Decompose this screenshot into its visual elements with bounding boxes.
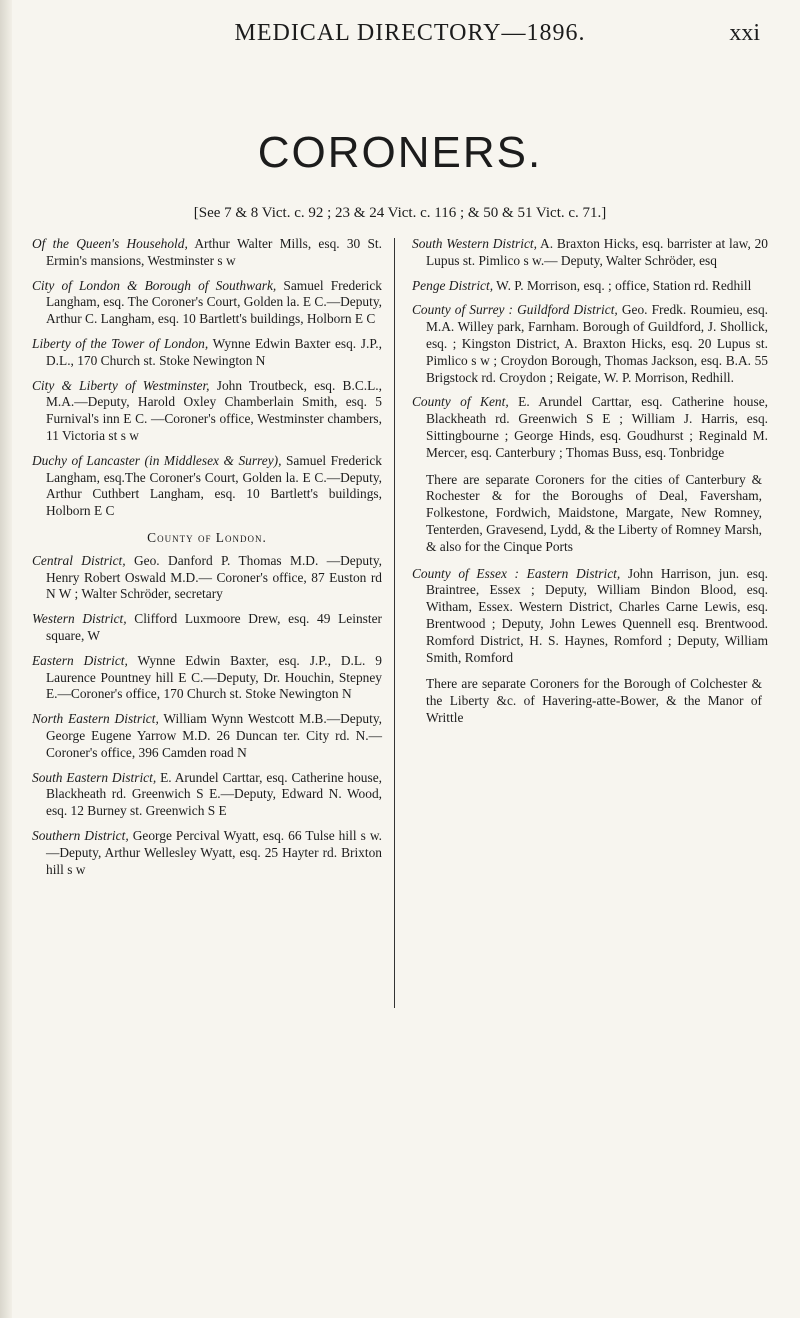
right-column (412, 236, 768, 737)
coroner-entry (32, 653, 382, 703)
coroner-entry (412, 302, 768, 386)
coroner-entry (412, 278, 768, 295)
jurisdiction: North Eastern District, (32, 711, 159, 727)
coroner-entry (32, 711, 382, 761)
jurisdiction: Of the Queen's Household, (32, 236, 188, 251)
coroner-entry (412, 394, 768, 461)
coroner-entry (32, 236, 382, 270)
statute-reference: [See 7 & 8 Vict. c. 92 ; 23 & 24 Vict. c. 116 ; & 50 & 51 Vict. c. 71.] (193, 205, 607, 221)
essex-note: There are separate Coroners for the Borough of Colchester & the Liberty &c. of Havering-atte-Bower, & the Manor of Writtle (426, 676, 762, 725)
coroner-entry (32, 278, 382, 328)
jurisdiction: County of Surrey : Guildford District, (412, 302, 618, 318)
coroner-entry (32, 378, 382, 445)
entry-details: John Harrison, jun. esq. Braintree, Essex ; Deputy, William Bindon Blood, esq. Witham, Essex. Western District, Charles Carne Lewis, esq. Brentwood ; Deputy, John Lewes Quennell esq. Brentwood. Romford District, H. S. Haynes, Romford ; Deputy, William Smith, Romford (426, 565, 768, 665)
entry-details: Wynne Edwin Baxter, esq. J.P., D.L. 9 Laurence Pountney hill E C.—Deputy, Dr. Houchin, Stepney E.—Coroner's office, 170 Church st. Stoke Newington N (46, 652, 382, 702)
jurisdiction: Duchy of Lancaster (in Middlesex & Surrey), (32, 452, 282, 468)
jurisdiction: Central District, (32, 552, 126, 568)
column-divider (394, 238, 395, 1008)
entry-details: E. Arundel Carttar, esq. Catherine house, Blackheath rd. Greenwich S E.—Deputy, Edward N. Wood, esq. 12 Burney st. Greenwich S E (46, 769, 382, 819)
entry-details: Geo. Fredk. Roumieu, esq. M.A. Willey park, Farnham. Borough of Guildford, J. Shollick, esq. ; Kingston District, A. Braxton Hicks, esq. 20 Lupus st. Pimlico s w ; Croydon Borough, Thomas Jackson, esq. B.A. 55 Brigstock rd. Croydon ; Reigate, W. P. Morrison, Redhill. (426, 302, 769, 385)
section-title: CORONERS. (257, 128, 543, 177)
coroner-entry (32, 553, 382, 603)
coroner-entry (32, 770, 382, 820)
jurisdiction: Western District, (32, 611, 127, 627)
entry-details: A. Braxton Hicks, esq. barrister at law, 20 Lupus st. Pimlico s w.— Deputy, Walter Schröder, esq (426, 236, 768, 268)
coroner-entry (32, 828, 382, 878)
coroner-entry (412, 236, 768, 270)
entry-details: W. P. Morrison, esq. ; office, Station rd. Redhill (493, 277, 752, 293)
entry-details: Geo. Danford P. Thomas M.D. —Deputy, Henry Robert Oswald M.D.— Coroner's office, 87 Euston rd N W ; Walter Schröder, secretary (46, 552, 382, 602)
county-of-london-heading: County of London. (147, 529, 267, 545)
entry-details: Wynne Edwin Baxter esq. J.P., D.L., 170 Church st. Stoke Newington N (46, 335, 382, 368)
jurisdiction: City & Liberty of Westminster, (32, 377, 210, 393)
running-head (60, 20, 760, 52)
jurisdiction: Liberty of the Tower of London, (32, 335, 209, 351)
jurisdiction: City of London & Borough of Southwark, (32, 277, 277, 293)
running-title: MEDICAL DIRECTORY—1896. (234, 20, 586, 46)
jurisdiction: South Eastern District, (32, 769, 157, 785)
entry-details: William Wynn Westcott M.B.—Deputy, George Eugene Yarrow M.D. 26 Duncan ter. City rd. N.—Coroner's office, 396 Camden road N (46, 711, 382, 760)
coroner-entry (412, 566, 768, 667)
entry-details: Arthur Walter Mills, esq. 30 St. Ermin's mansions, Westminster s w (46, 236, 382, 268)
coroner-entry (32, 611, 382, 645)
entry-details: George Percival Wyatt, esq. 66 Tulse hill s w.—Deputy, Arthur Wellesley Wyatt, esq. 25 Hayter rd. Brixton hill s w (46, 827, 382, 877)
jurisdiction: South Western District, (412, 236, 537, 251)
entry-details: Samuel Frederick Langham, esq.The Coroner's Court, Golden la. E C.—Deputy, Arthur Cuthbert Langham, esq. 10 Bartlett's buildings, Holborn E C (46, 452, 382, 519)
jurisdiction: County of Essex : Eastern District, (412, 565, 621, 581)
coroner-entry (32, 336, 382, 370)
kent-note: There are separate Coroners for the cities of Canterbury & Rochester & for the Boroughs of Deal, Faversham, Folkestone, Fordwich, Maidstone, Margate, New Romney, Tenterden, Gravesend, Lydd, & the Liberty of Romney Marsh, & also for the Cinque Ports (426, 471, 762, 554)
page-number: xxi (729, 20, 760, 46)
entry-details: John Troutbeck, esq. B.C.L., M.A.—Deputy, Harold Oxley Chamberlain Smith, esq. 5 Furnival's inn E C. —Coroner's office, Westminster chambers, 11 Victoria st s w (46, 377, 382, 443)
entry-details: Samuel Frederick Langham, esq. The Coroner's Court, Golden la. E C.—Deputy, Arthur C. Langham, esq. 10 Bartlett's buildings, Holborn E C (46, 277, 383, 327)
jurisdiction: Southern District, (32, 827, 129, 843)
jurisdiction: County of Kent, (412, 394, 509, 410)
coroner-entry (32, 453, 382, 520)
jurisdiction: Penge District, (412, 277, 494, 293)
page-spine-shadow (0, 0, 12, 1318)
left-column (32, 236, 382, 886)
jurisdiction: Eastern District, (32, 652, 128, 668)
entry-details: Clifford Luxmoore Drew, esq. 49 Leinster square, W (46, 611, 382, 643)
entry-details: E. Arundel Carttar, esq. Catherine house, Blackheath rd. Greenwich S E ; William J. Harris, esq. Sittingbourne ; George Hinds, esq. Goudhurst ; Reginald M. Mercer, esq. Canterbury ; Thomas Buss, esq. Tonbridge (426, 394, 768, 460)
